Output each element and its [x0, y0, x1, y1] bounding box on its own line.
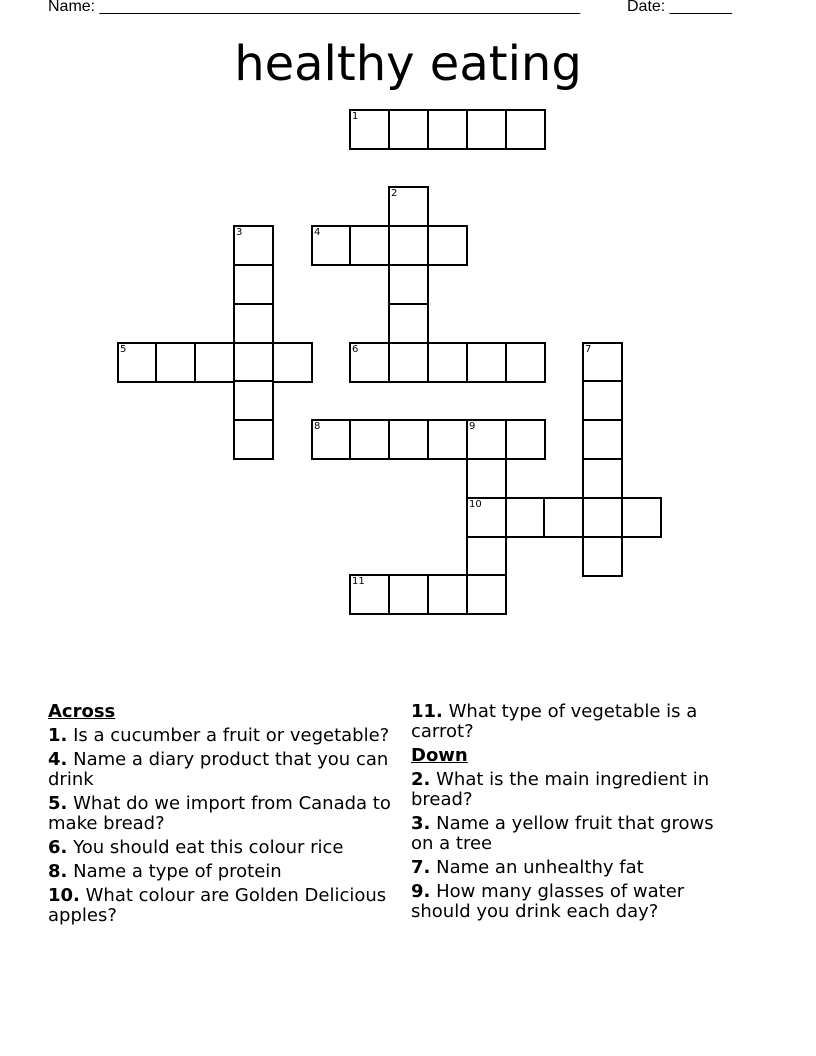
grid-cell[interactable] — [466, 342, 507, 383]
grid-cell[interactable] — [621, 497, 662, 538]
grid-cell[interactable] — [233, 380, 274, 421]
grid-cell[interactable] — [427, 109, 468, 150]
grid-cell[interactable] — [349, 419, 390, 460]
clue-number: 4. — [48, 749, 68, 770]
clue-down-3 — [411, 814, 741, 854]
grid-cell[interactable] — [233, 342, 274, 383]
cell-number: 1 — [352, 111, 359, 122]
grid-cell[interactable] — [349, 225, 390, 266]
clue-number: 2. — [411, 769, 431, 790]
grid-cell[interactable] — [388, 264, 429, 305]
grid-cell[interactable] — [466, 419, 507, 460]
grid-cell[interactable] — [505, 342, 546, 383]
date-field-line: Date: _______ — [627, 0, 732, 15]
grid-cell[interactable] — [466, 497, 507, 538]
grid-cell[interactable] — [505, 419, 546, 460]
grid-cell[interactable] — [505, 497, 546, 538]
clue-text: Name an unhealthy fat — [436, 857, 644, 878]
grid-cell[interactable] — [466, 574, 507, 615]
grid-cell[interactable] — [543, 497, 584, 538]
grid-cell[interactable] — [311, 225, 352, 266]
grid-cell[interactable] — [427, 342, 468, 383]
grid-cell[interactable] — [272, 342, 313, 383]
clues-column-right — [411, 702, 741, 926]
grid-cell[interactable] — [505, 109, 546, 150]
across-heading: Across — [48, 701, 116, 722]
cell-number: 11 — [352, 576, 365, 587]
clue-number: 11. — [411, 701, 443, 722]
clue-across-10 — [48, 886, 398, 926]
grid-cell[interactable] — [582, 458, 623, 499]
clue-number: 8. — [48, 861, 68, 882]
cell-number: 4 — [314, 227, 321, 238]
clue-across-5 — [48, 794, 398, 834]
clue-number: 9. — [411, 881, 431, 902]
clue-text: What is the main ingredient in bread? — [411, 769, 710, 810]
grid-cell[interactable] — [311, 419, 352, 460]
grid-cell[interactable] — [388, 574, 429, 615]
grid-cell[interactable] — [427, 419, 468, 460]
grid-cell[interactable] — [388, 342, 429, 383]
cell-number: 8 — [314, 421, 321, 432]
cell-number: 2 — [391, 188, 398, 199]
grid-cell[interactable] — [233, 303, 274, 344]
grid-cell[interactable] — [582, 419, 623, 460]
cell-number: 3 — [236, 227, 243, 238]
clue-text: Name a yellow fruit that grows on a tree — [411, 813, 714, 854]
clue-text: What do we import from Canada to make bread? — [48, 793, 391, 834]
cell-number: 5 — [120, 344, 127, 355]
clue-number: 10. — [48, 885, 80, 906]
clue-across-6 — [48, 838, 398, 858]
grid-cell[interactable] — [388, 419, 429, 460]
grid-cell[interactable] — [233, 225, 274, 266]
clue-across-1 — [48, 726, 398, 746]
grid-cell[interactable] — [117, 342, 158, 383]
grid-cell[interactable] — [388, 186, 429, 227]
grid-cell[interactable] — [427, 225, 468, 266]
clue-text: Name a diary product that you can drink — [48, 749, 389, 790]
grid-cell[interactable] — [388, 225, 429, 266]
clue-text: You should eat this colour rice — [73, 837, 344, 858]
grid-cell[interactable] — [388, 303, 429, 344]
clue-number: 7. — [411, 857, 431, 878]
clue-down-9 — [411, 882, 741, 922]
grid-cell[interactable] — [427, 574, 468, 615]
grid-cell[interactable] — [582, 536, 623, 577]
clue-across-4 — [48, 750, 398, 790]
clue-number: 3. — [411, 813, 431, 834]
grid-cell[interactable] — [233, 264, 274, 305]
grid-cell[interactable] — [582, 380, 623, 421]
down-heading: Down — [411, 745, 468, 766]
clue-down-2 — [411, 770, 741, 810]
clue-text: What colour are Golden Delicious apples? — [48, 885, 387, 926]
grid-cell[interactable] — [466, 109, 507, 150]
grid-cell[interactable] — [582, 342, 623, 383]
grid-cell[interactable] — [194, 342, 235, 383]
name-field-line: Name: ______________________________________________________ — [48, 0, 581, 15]
clues-column-left — [48, 702, 398, 930]
clue-across-8 — [48, 862, 398, 882]
clue-text: Name a type of protein — [73, 861, 282, 882]
puzzle-title: healthy eating — [234, 36, 582, 92]
clue-number: 5. — [48, 793, 68, 814]
cell-number: 9 — [469, 421, 476, 432]
grid-cell[interactable] — [155, 342, 196, 383]
grid-cell[interactable] — [466, 458, 507, 499]
clue-text: How many glasses of water should you drink each day? — [411, 881, 685, 922]
grid-cell[interactable] — [349, 342, 390, 383]
grid-cell[interactable] — [349, 574, 390, 615]
cell-number: 7 — [585, 344, 592, 355]
grid-cell[interactable] — [582, 497, 623, 538]
clue-text: What type of vegetable is a carrot? — [411, 701, 698, 742]
clue-across-11 — [411, 702, 741, 742]
grid-cell[interactable] — [388, 109, 429, 150]
grid-cell[interactable] — [233, 419, 274, 460]
cell-number: 10 — [469, 499, 482, 510]
clue-text: Is a cucumber a fruit or vegetable? — [73, 725, 390, 746]
clue-number: 6. — [48, 837, 68, 858]
grid-cell[interactable] — [349, 109, 390, 150]
grid-cell[interactable] — [466, 536, 507, 577]
clue-down-7 — [411, 858, 741, 878]
clue-number: 1. — [48, 725, 68, 746]
cell-number: 6 — [352, 344, 359, 355]
